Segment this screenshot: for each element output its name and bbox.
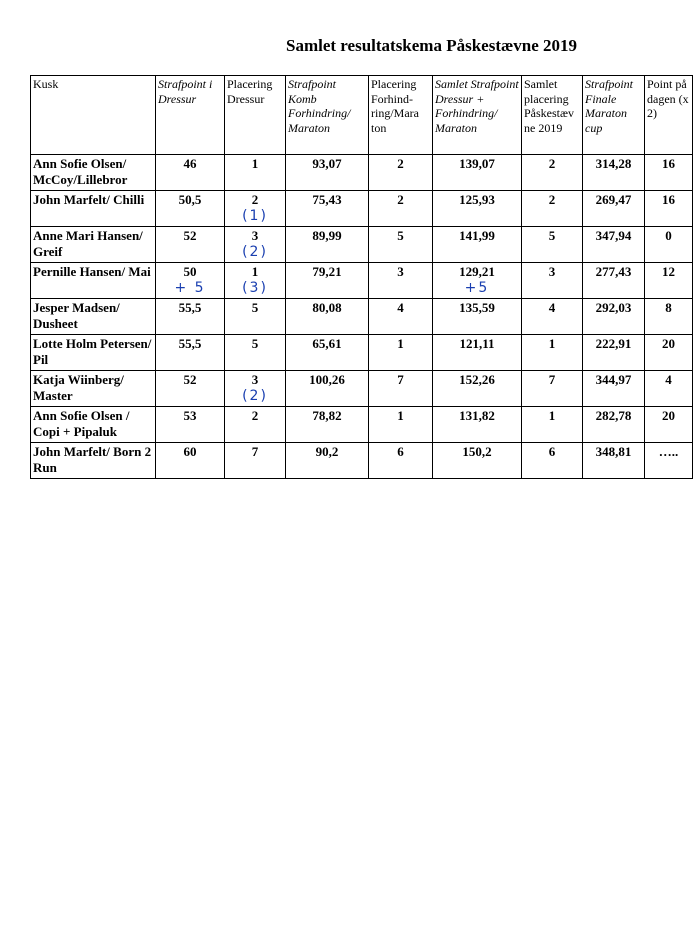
cell-placering-dressur	[225, 407, 286, 443]
cell-strafpoint-komb	[286, 443, 369, 479]
cell-kusk	[31, 443, 156, 479]
cell-samlet-strafpoint-value: 139,07	[459, 156, 495, 171]
cell-placering-dressur-value: 7	[251, 444, 259, 459]
cell-placering-forhindring	[369, 299, 433, 335]
cell-placering-forhindring	[369, 443, 433, 479]
cell-samlet-placering-value: 2	[548, 192, 556, 207]
cell-placering-forhindring	[369, 407, 433, 443]
cell-placering-dressur	[225, 227, 286, 263]
cell-samlet-placering-value: 2	[548, 156, 556, 171]
cell-samlet-strafpoint	[433, 299, 522, 335]
cell-samlet-placering	[522, 299, 583, 335]
cell-strafpoint-dressur	[156, 371, 225, 407]
cell-strafpoint-finale-value: 277,43	[595, 264, 632, 279]
cell-samlet-placering	[522, 407, 583, 443]
cell-strafpoint-komb-value: 65,61	[312, 336, 342, 351]
cell-placering-forhindring-value: 5	[397, 228, 404, 243]
cell-point-paa-dagen-value: …..	[658, 444, 679, 459]
cell-point-paa-dagen-value: 12	[662, 264, 675, 279]
cell-strafpoint-komb	[286, 407, 369, 443]
cell-placering-dressur-value: 3	[251, 228, 259, 243]
table-body	[31, 155, 693, 479]
cell-strafpoint-dressur-value: 55,5	[178, 300, 202, 315]
cell-placering-dressur	[225, 155, 286, 191]
cell-strafpoint-komb	[286, 155, 369, 191]
cell-strafpoint-finale	[583, 263, 645, 299]
cell-point-paa-dagen	[645, 407, 693, 443]
cell-kusk	[31, 299, 156, 335]
cell-placering-dressur	[225, 335, 286, 371]
cell-strafpoint-komb-value: 90,2	[315, 444, 339, 459]
cell-samlet-strafpoint	[433, 227, 522, 263]
cell-point-paa-dagen-value: 16	[662, 192, 675, 207]
results-table	[30, 75, 693, 479]
cell-point-paa-dagen	[645, 335, 693, 371]
cell-strafpoint-dressur	[156, 263, 225, 299]
col-header-strafpoint-finale: Strafpoint Finale Maraton cup	[583, 76, 645, 155]
cell-point-paa-dagen	[645, 299, 693, 335]
cell-strafpoint-finale-value: 282,78	[595, 408, 632, 423]
cell-samlet-strafpoint	[433, 155, 522, 191]
cell-samlet-strafpoint-value: 131,82	[459, 408, 495, 423]
header-row	[31, 76, 693, 155]
cell-kusk	[31, 371, 156, 407]
cell-samlet-placering-value: 7	[548, 372, 556, 387]
cell-samlet-placering-value: 6	[548, 444, 556, 459]
cell-placering-forhindring	[369, 371, 433, 407]
cell-strafpoint-komb	[286, 335, 369, 371]
col-header-point-paa-dagen: Point på dagen (x 2)	[645, 76, 693, 155]
cell-strafpoint-finale	[583, 371, 645, 407]
cell-samlet-placering	[522, 227, 583, 263]
cell-point-paa-dagen-value: 20	[662, 336, 675, 351]
cell-point-paa-dagen-value: 0	[665, 228, 672, 243]
cell-kusk-value: Anne Mari Hansen/ Greif	[33, 228, 143, 259]
cell-strafpoint-komb-value: 78,82	[312, 408, 342, 423]
cell-point-paa-dagen	[645, 191, 693, 227]
cell-strafpoint-dressur-value: 53	[183, 408, 197, 423]
cell-strafpoint-komb-value: 80,08	[312, 300, 342, 315]
cell-placering-forhindring-value: 4	[397, 300, 404, 315]
cell-kusk-value: Katja Wiinberg/ Master	[33, 372, 124, 403]
cell-samlet-strafpoint-value: 125,93	[459, 192, 495, 207]
col-header-strafpoint-komb: Strafpoint Komb Forhindring/ Maraton	[286, 76, 369, 155]
cell-strafpoint-dressur-value: 52	[183, 228, 197, 243]
cell-kusk-value: Ann Sofie Olsen/ McCoy/Lillebror	[33, 156, 128, 187]
col-header-samlet-strafpoint: Samlet Strafpoint Dressur + Forhindring/ Maraton	[433, 76, 522, 155]
handwritten-note: (2)	[242, 244, 268, 260]
cell-samlet-strafpoint	[433, 191, 522, 227]
cell-samlet-placering-value: 3	[548, 264, 556, 279]
cell-samlet-strafpoint-value: 150,2	[462, 444, 492, 459]
handwritten-note: +5	[464, 280, 490, 296]
table-row	[31, 371, 693, 407]
cell-kusk	[31, 155, 156, 191]
cell-samlet-strafpoint-value: 129,21	[459, 264, 495, 279]
col-header-strafpoint-dressur: Strafpoint i Dressur	[156, 76, 225, 155]
cell-placering-dressur	[225, 263, 286, 299]
cell-strafpoint-finale	[583, 227, 645, 263]
cell-strafpoint-komb-value: 75,43	[312, 192, 342, 207]
cell-strafpoint-dressur	[156, 407, 225, 443]
cell-placering-dressur	[225, 299, 286, 335]
cell-kusk-value: Jesper Madsen/ Dusheet	[33, 300, 120, 331]
cell-samlet-placering	[522, 155, 583, 191]
cell-kusk-value: Ann Sofie Olsen / Copi + Pipaluk	[33, 408, 130, 439]
cell-strafpoint-komb-value: 100,26	[309, 372, 345, 387]
cell-samlet-strafpoint	[433, 371, 522, 407]
table-row	[31, 263, 693, 299]
cell-kusk-value: John Marfelt/ Born 2 Run	[33, 444, 152, 475]
cell-placering-forhindring-value: 1	[397, 408, 404, 423]
cell-kusk	[31, 335, 156, 371]
cell-samlet-placering	[522, 371, 583, 407]
cell-strafpoint-finale-value: 348,81	[595, 444, 632, 459]
cell-samlet-strafpoint-value: 141,99	[459, 228, 495, 243]
cell-strafpoint-dressur-value: 60	[183, 444, 197, 459]
cell-point-paa-dagen	[645, 443, 693, 479]
cell-placering-forhindring-value: 1	[397, 336, 404, 351]
cell-strafpoint-dressur-value: 50,5	[178, 192, 202, 207]
cell-kusk-value: Lotte Holm Petersen/ Pil	[33, 336, 152, 367]
cell-strafpoint-dressur	[156, 443, 225, 479]
table-row	[31, 443, 693, 479]
cell-placering-dressur-value: 5	[251, 336, 259, 351]
cell-strafpoint-finale	[583, 407, 645, 443]
cell-kusk	[31, 227, 156, 263]
document-title: Samlet resultatskema Påskestævne 2019	[286, 36, 578, 55]
cell-samlet-strafpoint	[433, 443, 522, 479]
cell-point-paa-dagen-value: 4	[665, 372, 672, 387]
cell-samlet-strafpoint-value: 135,59	[459, 300, 495, 315]
cell-placering-forhindring	[369, 227, 433, 263]
cell-samlet-placering	[522, 335, 583, 371]
cell-strafpoint-finale	[583, 155, 645, 191]
cell-kusk	[31, 407, 156, 443]
cell-strafpoint-finale-value: 269,47	[595, 192, 632, 207]
cell-strafpoint-dressur	[156, 155, 225, 191]
table-row	[31, 155, 693, 191]
cell-placering-forhindring-value: 2	[397, 156, 404, 171]
cell-point-paa-dagen	[645, 371, 693, 407]
cell-placering-forhindring-value: 3	[397, 264, 404, 279]
cell-strafpoint-komb	[286, 263, 369, 299]
cell-samlet-placering-value: 4	[548, 300, 556, 315]
col-header-kusk: Kusk	[31, 76, 156, 155]
cell-placering-dressur	[225, 191, 286, 227]
cell-strafpoint-finale	[583, 335, 645, 371]
cell-placering-dressur-value: 3	[251, 372, 259, 387]
cell-kusk	[31, 263, 156, 299]
cell-strafpoint-finale	[583, 443, 645, 479]
handwritten-note: (2)	[242, 388, 268, 404]
table-row	[31, 335, 693, 371]
cell-point-paa-dagen	[645, 155, 693, 191]
cell-strafpoint-finale-value: 314,28	[595, 156, 632, 171]
cell-placering-dressur-value: 1	[251, 264, 259, 279]
cell-samlet-strafpoint-value: 121,11	[459, 336, 495, 351]
handwritten-note: + 5	[174, 280, 206, 296]
cell-samlet-placering-value: 5	[548, 228, 556, 243]
cell-strafpoint-finale-value: 292,03	[595, 300, 632, 315]
cell-strafpoint-komb	[286, 299, 369, 335]
table-row	[31, 299, 693, 335]
col-header-samlet-placering: Samlet placering Påskestæv ne 2019	[522, 76, 583, 155]
cell-point-paa-dagen-value: 8	[665, 300, 672, 315]
cell-point-paa-dagen	[645, 227, 693, 263]
cell-placering-dressur-value: 5	[251, 300, 259, 315]
cell-strafpoint-finale-value: 347,94	[595, 228, 632, 243]
cell-strafpoint-komb	[286, 227, 369, 263]
cell-strafpoint-dressur-value: 50	[183, 264, 197, 279]
cell-kusk	[31, 191, 156, 227]
cell-strafpoint-komb-value: 79,21	[312, 264, 342, 279]
cell-samlet-placering	[522, 263, 583, 299]
cell-placering-forhindring-value: 6	[397, 444, 404, 459]
col-header-placering-dressur: Placering Dressur	[225, 76, 286, 155]
cell-samlet-strafpoint	[433, 335, 522, 371]
table-row	[31, 407, 693, 443]
cell-strafpoint-finale-value: 222,91	[595, 336, 632, 351]
cell-placering-dressur-value: 2	[251, 192, 259, 207]
cell-kusk-value: Pernille Hansen/ Mai	[33, 264, 151, 279]
cell-strafpoint-finale	[583, 191, 645, 227]
cell-strafpoint-finale	[583, 299, 645, 335]
cell-point-paa-dagen-value: 16	[662, 156, 675, 171]
cell-strafpoint-dressur	[156, 335, 225, 371]
cell-strafpoint-komb-value: 89,99	[312, 228, 342, 243]
cell-samlet-strafpoint	[433, 263, 522, 299]
table-row	[31, 227, 693, 263]
cell-strafpoint-komb	[286, 191, 369, 227]
cell-strafpoint-finale-value: 344,97	[595, 372, 632, 387]
cell-point-paa-dagen	[645, 263, 693, 299]
cell-strafpoint-dressur	[156, 191, 225, 227]
cell-placering-dressur	[225, 443, 286, 479]
cell-samlet-placering	[522, 191, 583, 227]
cell-strafpoint-dressur	[156, 299, 225, 335]
cell-samlet-placering	[522, 443, 583, 479]
cell-placering-forhindring-value: 2	[397, 192, 404, 207]
cell-placering-dressur-value: 1	[251, 156, 259, 171]
cell-kusk-value: John Marfelt/ Chilli	[33, 192, 145, 207]
cell-placering-forhindring	[369, 263, 433, 299]
cell-samlet-strafpoint-value: 152,26	[459, 372, 495, 387]
cell-placering-forhindring	[369, 335, 433, 371]
cell-strafpoint-dressur-value: 55,5	[178, 336, 202, 351]
handwritten-note: (1)	[242, 208, 268, 224]
cell-placering-forhindring	[369, 191, 433, 227]
handwritten-note: (3)	[242, 280, 268, 296]
table-header	[31, 76, 693, 155]
cell-samlet-strafpoint	[433, 407, 522, 443]
cell-placering-dressur-value: 2	[251, 408, 259, 423]
table-row	[31, 191, 693, 227]
cell-samlet-placering-value: 1	[548, 336, 556, 351]
cell-point-paa-dagen-value: 20	[662, 408, 675, 423]
cell-placering-forhindring-value: 7	[397, 372, 404, 387]
cell-placering-dressur	[225, 371, 286, 407]
cell-placering-forhindring	[369, 155, 433, 191]
cell-strafpoint-dressur-value: 52	[183, 372, 197, 387]
col-header-placering-forhindring: Placering Forhind-ring/Mara ton	[369, 76, 433, 155]
cell-strafpoint-komb-value: 93,07	[312, 156, 342, 171]
cell-samlet-placering-value: 1	[548, 408, 556, 423]
cell-strafpoint-komb	[286, 371, 369, 407]
cell-strafpoint-dressur-value: 46	[183, 156, 197, 171]
cell-strafpoint-dressur	[156, 227, 225, 263]
